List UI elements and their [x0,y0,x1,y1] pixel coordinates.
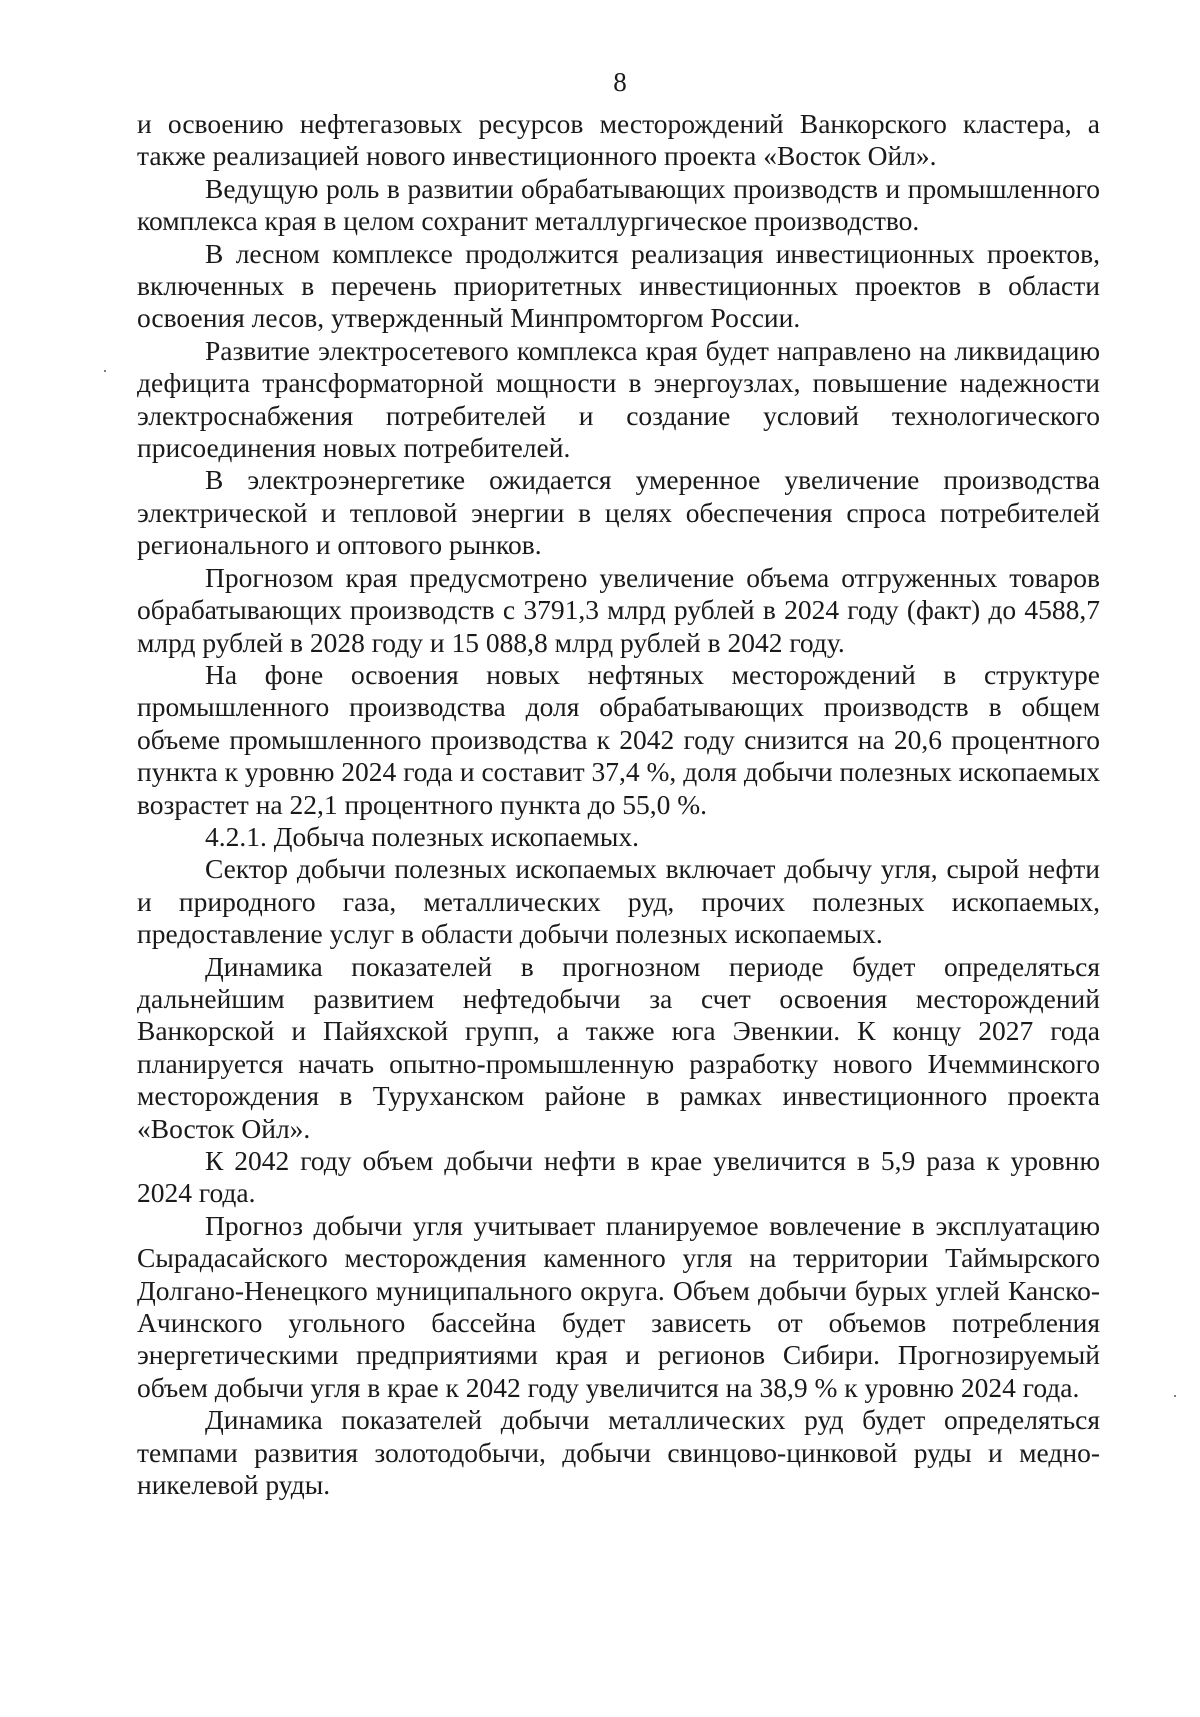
paragraph: Прогноз добычи угля учитывает планируемое вовлечение в эксплуатацию Сырадасайского месторождения каменного угля на территории Таймырского Долгано-Ненецкого муниципального округа. Объем добычи бурых углей Канско-Ачинского угольного бассейна будет зависеть от объемов потребления энергетическими предприятиями края и регионов Сибири. Прогнозируемый объем добычи угля в крае к 2042 году увеличится на 38,9 % к уровню 2024 года. [137,1209,1100,1403]
paragraph: В лесном комплексе продолжится реализация инвестиционных проектов, включенных в перечень приоритетных инвестиционных проектов в области освоения лесов, утвержденный Минпромторгом России. [137,237,1100,334]
scan-speck [1174,1395,1176,1397]
paragraph: Ведущую роль в развитии обрабатывающих производств и промышленного комплекса края в целом сохранит металлургическое производство. [137,172,1100,237]
body-text [137,108,1100,1501]
paragraph: На фоне освоения новых нефтяных месторождений в структуре промышленного производства доля обрабатывающих производств в общем объеме промышленного производства к 2042 году снизится на 20,6 процентного пункта к уровню 2024 года и составит 37,4 %, доля добычи полезных ископаемых возрастет на 22,1 процентного пункта до 55,0 %. [137,658,1100,820]
paragraph: Динамика показателей в прогнозном периоде будет определяться дальнейшим развитием нефтедобычи за счет освоения месторождений Ванкорской и Пайяхской групп, а также юга Эвенкии. К концу 2027 года планируется начать опытно-промышленную разработку нового Ичемминского месторождения в Туруханском районе в рамках инвестиционного проекта «Восток Ойл». [137,950,1100,1144]
paragraph: и освоению нефтегазовых ресурсов месторождений Ванкорского кластера, а также реализацией нового инвестиционного проекта «Восток Ойл». [137,108,1100,172]
paragraph: К 2042 году объем добычи нефти в крае увеличится в 5,9 раза к уровню 2024 года. [137,1145,1100,1209]
paragraph: Сектор добычи полезных ископаемых включает добычу угля, сырой нефти и природного газа, металлических руд, прочих полезных ископаемых, предоставление услуг в области добычи полезных ископаемых. [137,853,1100,950]
paragraph: В электроэнергетике ожидается умеренное увеличение производства электрической и тепловой энергии в целях обеспечения спроса потребителей регионального и оптового рынков. [137,464,1100,561]
paragraph: Прогнозом края предусмотрено увеличение объема отгруженных товаров обрабатывающих производств с 3791,3 млрд рублей в 2024 году (факт) до 4588,7 млрд рублей в 2028 году и 15 088,8 млрд рублей в 2042 году. [137,561,1100,658]
paragraph: Развитие электросетевого комплекса края будет направлено на ликвидацию дефицита трансформаторной мощности в энергоузлах, повышение надежности электроснабжения потребителей и создание условий технологического присоединения новых потребителей. [137,334,1100,464]
page-number: 8 [613,67,627,97]
paragraph: Динамика показателей добычи металлических руд будет определяться темпами развития золотодобычи, добычи свинцово-цинковой руды и медно-никелевой руды. [137,1404,1100,1501]
scan-speck [104,370,106,372]
section-heading: 4.2.1. Добыча полезных ископаемых. [205,820,639,852]
